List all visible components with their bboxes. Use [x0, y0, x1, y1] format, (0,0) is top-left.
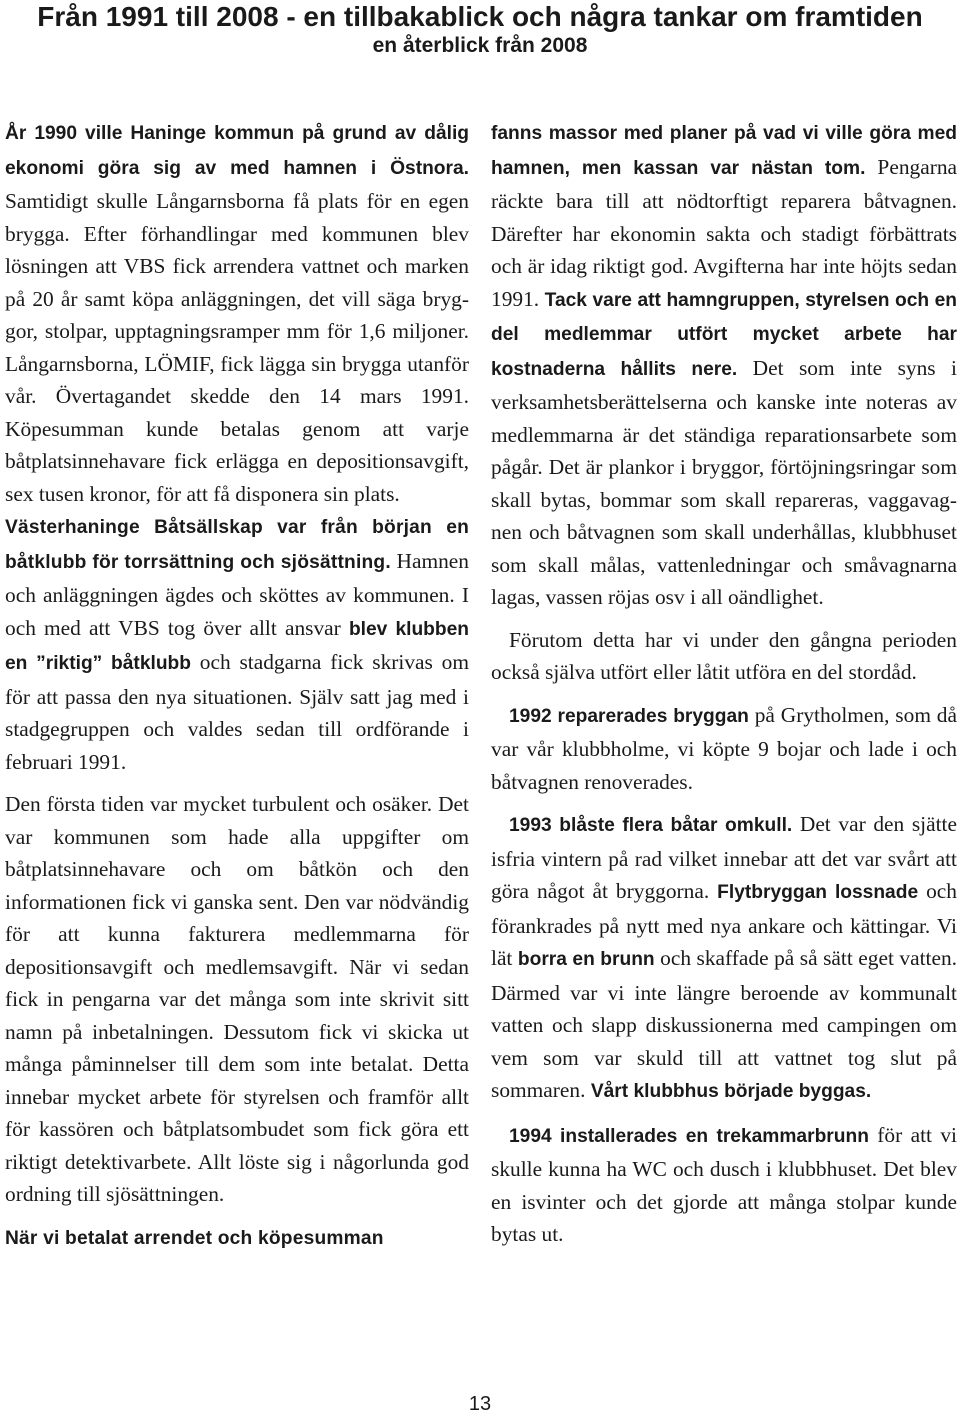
bold-phrase: Flytbryggan lossnade: [717, 882, 919, 903]
left-column: [5, 116, 469, 1255]
body-text: och skaffade på så sätt eget vatten. Därmed var vi inte längre beroende av kommunalt vatten och slapp diskussionerna med campingen om vem som var skuld till att vattnet tog slut på sommaren.: [491, 946, 958, 1102]
bold-lead: 1993 blåste flera båtar omkull.: [509, 815, 793, 836]
body-text: Det som inte syns i verksamhetsberättelserna och kanske inte noteras av medlemmarna är det ständiga reparationsarbete som pågår. Det är plankor i bryggor, förtöjningsringar som skall bytas, bommar som skall repareras, vaggavagnen och båtvagnen som skall underhållas, klubbhuset som skall målas, vattenledningar och småvagnarna lagas, vassen röjas osv i all oändlighet.: [491, 355, 957, 609]
bold-lead: Västerhaninge Båtsällskap var från början en båtklubb för torrsättning och sjösättning.: [5, 517, 469, 573]
paragraph-1994: [491, 1119, 957, 1251]
body-text: Hamnen och anläggningen ägdes och sköttes av kommunen. I och med att VBS tog över allt ansvar: [5, 548, 469, 640]
bold-lead: 1992 reparerades bryggan: [509, 705, 749, 727]
body-text: Det var den sjätte isfria vintern på rad vilket innebar att det var svårt att göra något åt bryggorna.: [491, 812, 957, 903]
paragraph-payment-lead: [5, 1221, 469, 1256]
paragraph-plans: [491, 116, 957, 614]
body-text: och förankrades på nytt med nya ankare och kättingar. Vi lät: [491, 879, 957, 970]
page-subtitle: en återblick från 2008: [372, 34, 588, 57]
right-column: [491, 116, 957, 1251]
body-text: för att vi skulle kunna ha WC och dusch i klubbhuset. Det blev en isvinter och det gjorde att många stolpar kunde bytas ut.: [491, 1122, 957, 1246]
body-text: Pengarna räckte bara till att nödtorftigt reparera båtvagnen. Därefter har ekonomin sakta och stadigt förbättrats och är idag riktigt god. Avgifterna har inte höjts sedan 1991.: [491, 154, 958, 311]
page-number: 13: [468, 1393, 492, 1415]
body-text: och stadgarna fick skrivas om för att passa den nya situationen. Själv satt jag med i stadgegruppen och valdes sedan till ordförande i februari 1991.: [5, 650, 469, 774]
bold-lead: fanns massor med planer på vad vi ville göra med hamnen, men kassan var nästan tom.: [491, 123, 957, 179]
body-text: Samtidigt skulle Långarnsborna få plats för en egen brygga. Efter förhandlingar med kommunen blev lösningen att VBS fick arrendera vattnet och marken på 20 år samt köpa anläggningen, det vill säga bryggor, stolpar, upptagningsramper mm för 1,6 miljoner. Långarnsborna, LÖMIF, fick lägga sin brygga utanför vår. Övertagandet skedde den 14 mars 1991. Köpesumman kunde betalas genom att varje båtplatsinnehavare fick erlägga en depositionsavgift, sex tusen kronor, för att få disponera sin plats.: [5, 189, 469, 506]
paragraph-achievements: Förutom detta har vi under den gångna perioden också själva utfört eller låtit utföra en del stordåd.: [491, 627, 957, 684]
paragraph-1990: [5, 116, 469, 510]
paragraph-1992: [491, 699, 957, 799]
paragraph-vbs: [5, 510, 469, 778]
page-title: Från 1991 till 2008 - en tillbakablick och några tankar om framtiden: [37, 1, 923, 32]
paragraph-first-time: Den första tiden var mycket turbulent och osäker. Det var kommunen som hade alla uppgifter om båtplatsinnehavare och om båtkön och den informationen fick vi ganska sent. Den var nödvändig för att kunna fakturera medlemmarna för depositionsavgift och medlemsavgift. När vi sedan fick in pengarna var det många som inte skrivit sitt namn på inbetalningen. Dessutom fick vi skicka ut många påminnelser till dem som inte betalat. Detta innebar mycket arbete för styrelsen och framför allt för kassören och båtplatsombudet som fick göra ett riktigt detektivarbete. Allt löste sig i någorlunda god ordning till sjösättningen.: [5, 792, 469, 1206]
bold-lead: År 1990 ville Haninge kommun på grund av dålig ekonomi göra sig av med hamnen i Östnora.: [5, 123, 469, 179]
body-text: på Grytholmen, som då var vår klubbholme, vi köpte 9 bojar och lade i och båtvagnen renoverades.: [491, 702, 957, 794]
bold-lead: När vi betalat arrendet och köpesumman: [5, 1227, 384, 1249]
bold-phrase: Tack vare att hamngruppen, styrelsen och en del medlemmar utfört mycket arbete har kostnaderna hållits nere.: [491, 289, 957, 380]
bold-lead: 1994 installerades en trekammarbrunn: [509, 1125, 869, 1147]
bold-phrase: Vårt klubbhus började byggas.: [590, 1081, 872, 1102]
bold-phrase: borra en brunn: [517, 949, 655, 970]
paragraph-1993: [491, 808, 957, 1109]
bold-phrase: blev klubben en ”riktig” båtklubb: [5, 618, 470, 674]
